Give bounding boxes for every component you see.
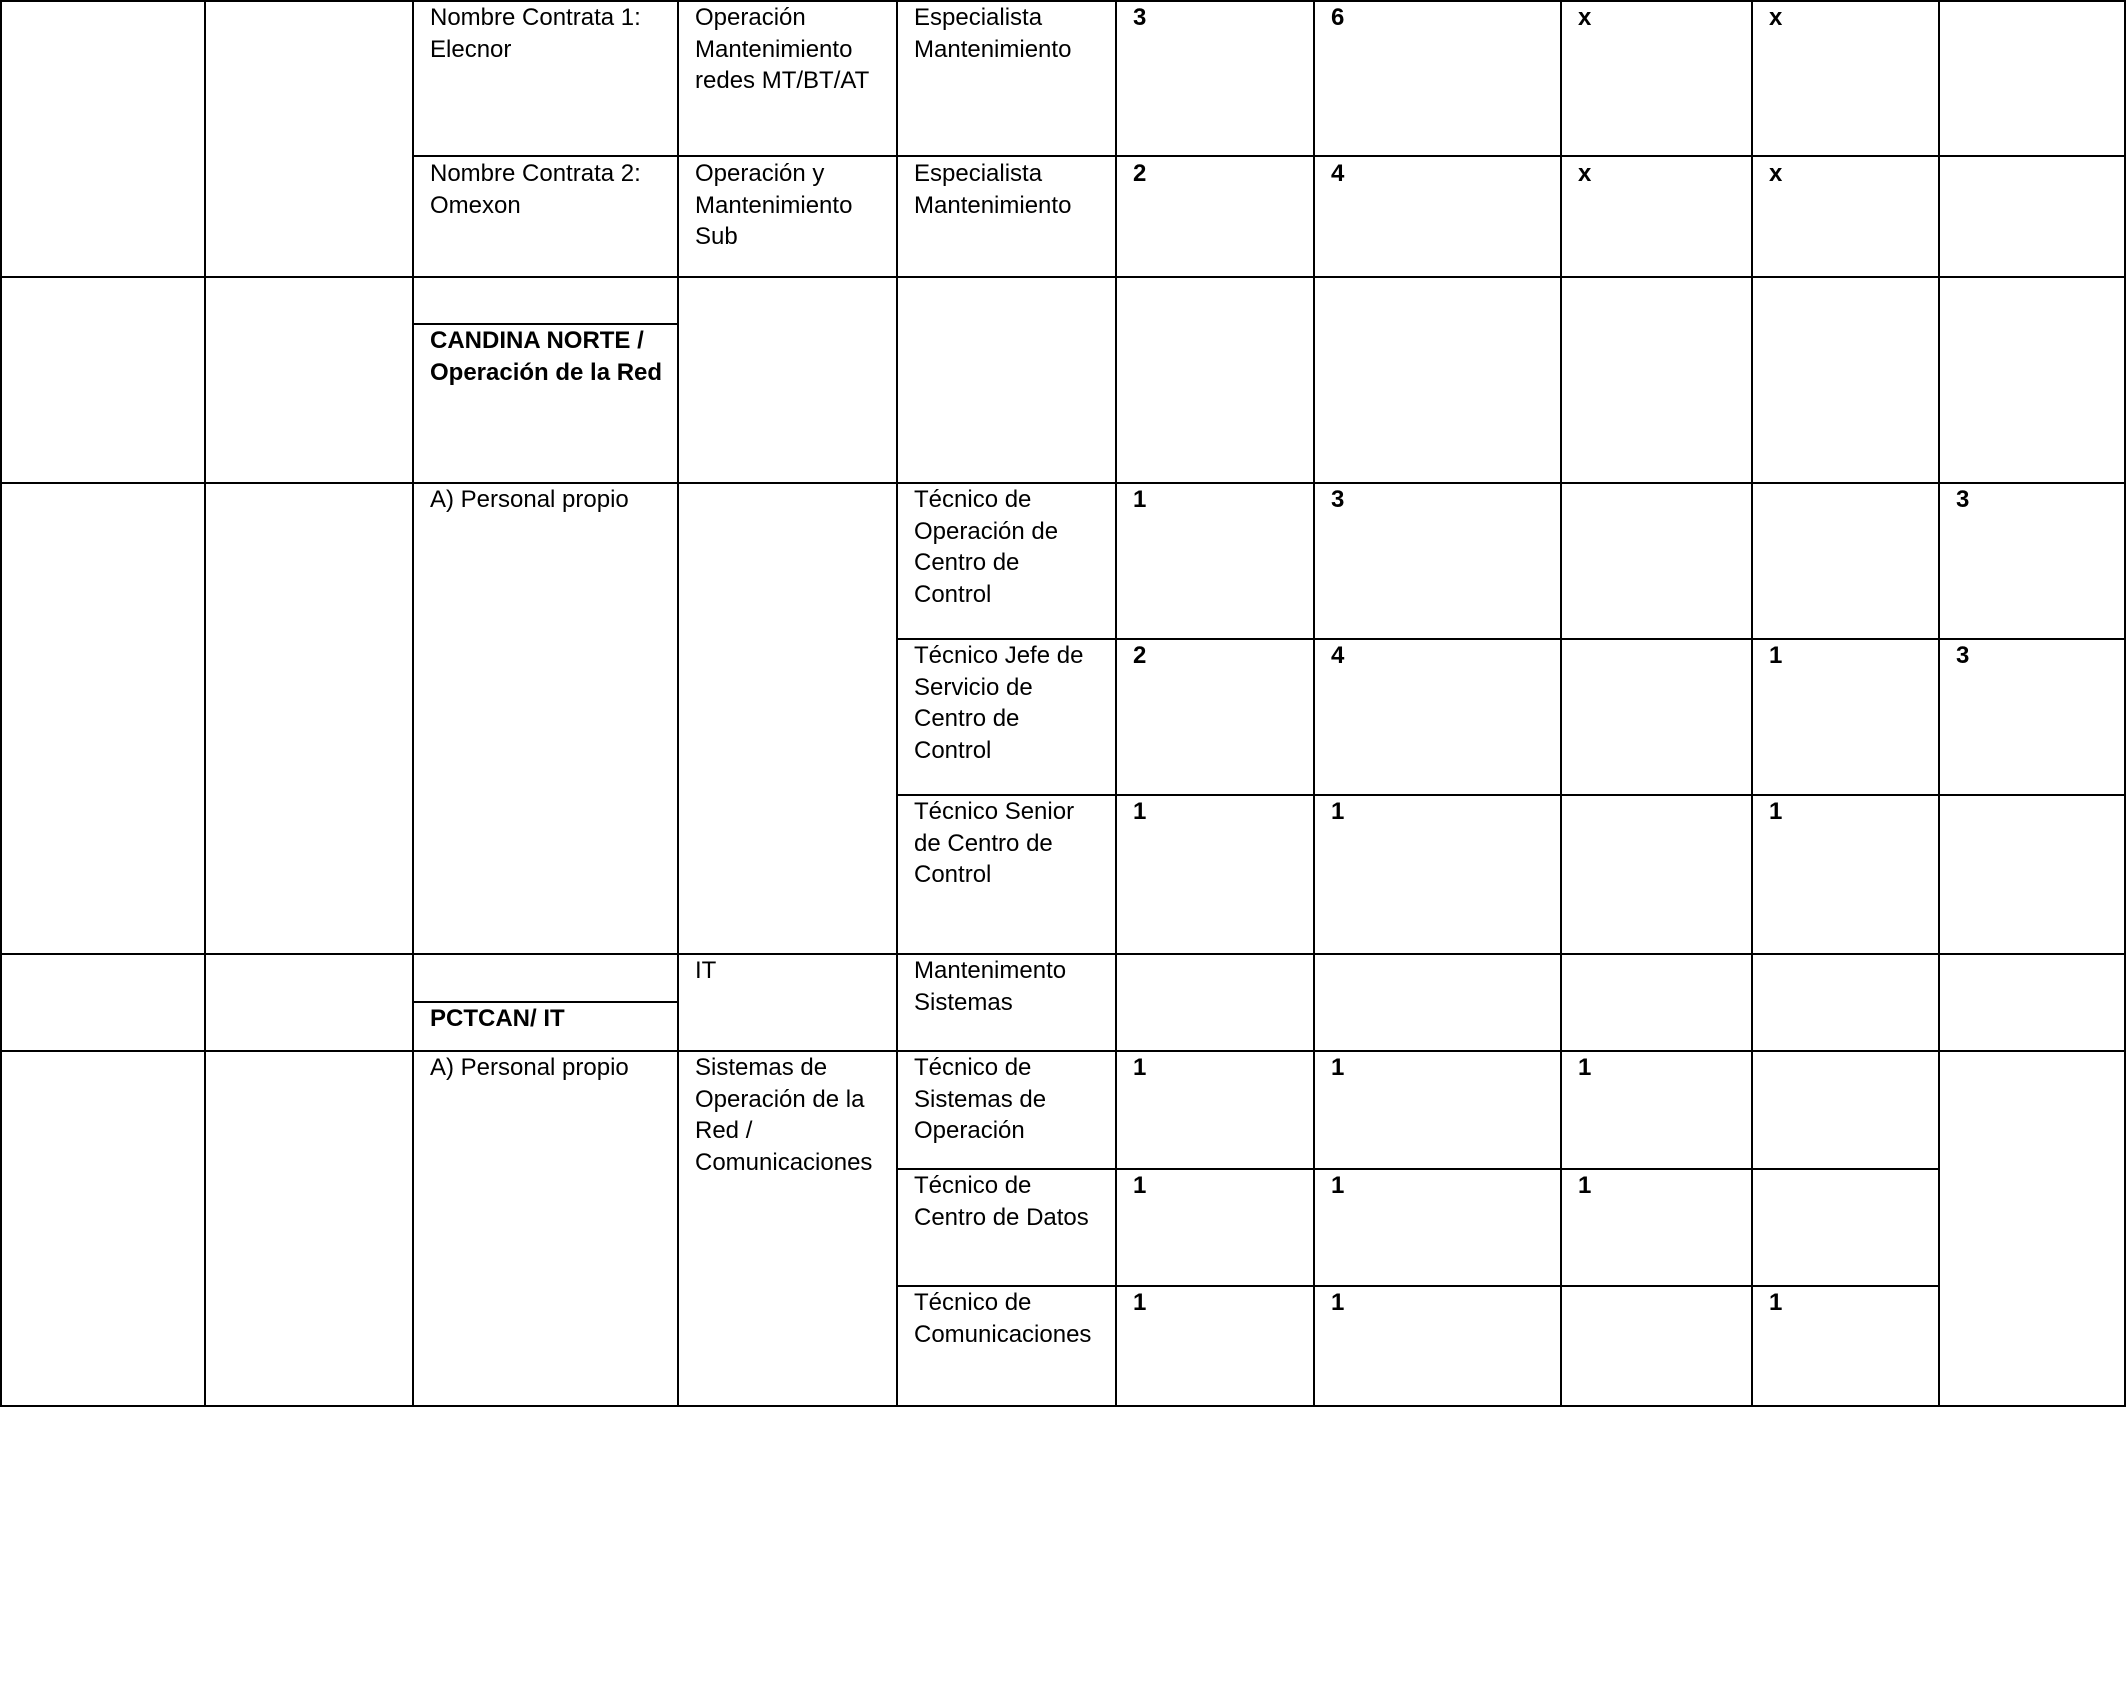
value-cell: 3 xyxy=(1133,4,1147,31)
grid-line xyxy=(677,0,679,1407)
value-cell: 1 xyxy=(1133,798,1147,825)
job-title: Técnico de Sistemas de Operación xyxy=(914,1054,1047,1144)
value-cell: 1 xyxy=(1578,1054,1592,1081)
value-cell: 3 xyxy=(1956,642,1970,669)
value-cell: 1 xyxy=(1769,798,1783,825)
value-cell: 3 xyxy=(1956,486,1970,513)
job-title: Técnico de Operación de Centro de Control xyxy=(914,486,1059,608)
value-cell: 4 xyxy=(1331,642,1345,669)
grid-line xyxy=(204,0,206,1407)
value-cell: 1 xyxy=(1133,1172,1147,1199)
value-cell: 1 xyxy=(1331,1054,1345,1081)
job-title: Técnico Jefe de Servicio de Centro de Control xyxy=(914,642,1084,764)
value-cell: 1 xyxy=(1578,1172,1592,1199)
job-title: Técnico de Comunicaciones xyxy=(914,1289,1092,1348)
job-title: Técnico Senior de Centro de Control xyxy=(914,798,1075,888)
activity-description: Operación Mantenimiento redes MT/BT/AT xyxy=(695,4,870,94)
grid-line xyxy=(1751,0,1753,1407)
job-title: Especialista Mantenimiento xyxy=(914,160,1072,219)
personal-label: A) Personal propio xyxy=(430,486,629,513)
value-cell: 3 xyxy=(1331,486,1345,513)
value-cell: 1 xyxy=(1331,1289,1345,1316)
grid-line xyxy=(1938,0,1940,1407)
job-title: Especialista Mantenimiento xyxy=(914,4,1072,63)
value-cell: 2 xyxy=(1133,160,1147,187)
grid-line xyxy=(0,0,2,1407)
value-cell: x xyxy=(1578,4,1592,31)
value-cell: 1 xyxy=(1331,798,1345,825)
value-cell: 1 xyxy=(1133,1289,1147,1316)
grid-line xyxy=(0,1405,2126,1407)
grid-line xyxy=(0,482,2126,484)
activity-description: Operación y Mantenimiento Sub xyxy=(695,160,853,250)
activity-description: Sistemas de Operación de la Red / Comunicaciones xyxy=(695,1054,873,1176)
job-title: Mantenimento Sistemas xyxy=(914,957,1067,1016)
value-cell: 1 xyxy=(1133,486,1147,513)
section-heading: CANDINA NORTE / Operación de la Red xyxy=(430,327,663,386)
grid-line xyxy=(412,155,2126,157)
grid-line xyxy=(1115,0,1117,1407)
value-cell: 1 xyxy=(1769,642,1783,669)
value-cell: 2 xyxy=(1133,642,1147,669)
value-cell: 1 xyxy=(1769,1289,1783,1316)
personal-label: A) Personal propio xyxy=(430,1054,629,1081)
job-title: Técnico de Centro de Datos xyxy=(914,1172,1089,1231)
value-cell: x xyxy=(1578,160,1592,187)
grid-line xyxy=(412,0,414,1407)
grid-line xyxy=(0,1050,2126,1052)
contrata-name: Nombre Contrata 1: Elecnor xyxy=(430,4,641,63)
contrata-name: Nombre Contrata 2: Omexon xyxy=(430,160,641,219)
value-cell: 6 xyxy=(1331,4,1345,31)
grid-line xyxy=(1313,0,1315,1407)
section-heading: PCTCAN/ IT xyxy=(430,1005,565,1032)
grid-line xyxy=(0,276,2126,278)
grid-line xyxy=(897,794,2126,796)
area-label: IT xyxy=(695,957,717,984)
grid-line xyxy=(1560,0,1562,1407)
value-cell: x xyxy=(1769,160,1783,187)
grid-line xyxy=(896,0,898,1407)
value-cell: 4 xyxy=(1331,160,1345,187)
value-cell: 1 xyxy=(1331,1172,1345,1199)
value-cell: 1 xyxy=(1133,1054,1147,1081)
value-cell: x xyxy=(1769,4,1783,31)
